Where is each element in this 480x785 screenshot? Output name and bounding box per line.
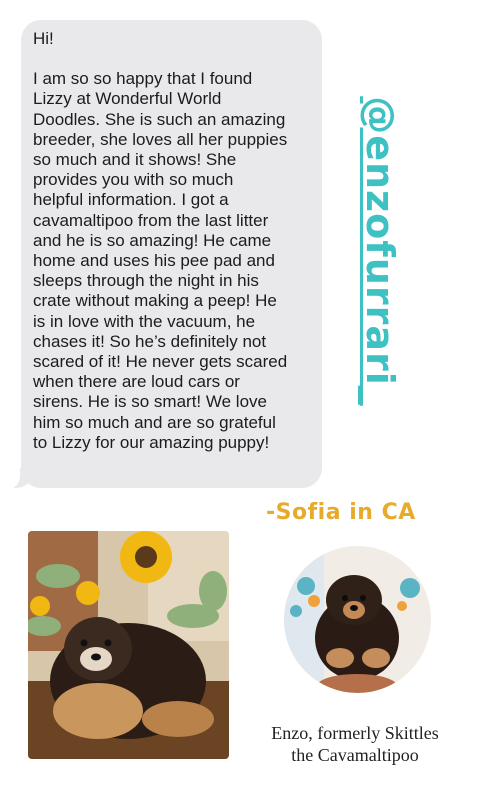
photo-caption-line-1: Enzo, formerly Skittles — [271, 723, 439, 743]
testimonial-signature: -Sofia in CA — [266, 500, 416, 525]
instagram-handle: @enzofurrari_ — [358, 96, 402, 406]
photo-caption-line-2: the Cavamaltipoo — [291, 745, 419, 765]
message-greeting: Hi! — [33, 29, 54, 48]
photo-caption — [244, 722, 466, 766]
message-bubble — [21, 20, 322, 488]
puppy-sunflower-photo — [28, 531, 229, 759]
puppy-held-circle-photo — [284, 546, 431, 693]
message-body: I am so so happy that I found Lizzy at Wonderful World Doodles. She is such an amazing breeder, she loves all her puppies so much and it shows! She provides you with so much helpful information. I got a cavamaltipoo from the last litter and he is so amazing! He came home and uses his pee pad and sleeps through the night in his crate without making a peep! He is in love with the vacuum, he chases it! So he’s definitely not scared of it! He never gets scared when there are loud cars or sirens. He is so smart! We love him so much and are so grateful to Lizzy for our amazing puppy! — [33, 69, 288, 452]
instagram-handle-container — [350, 96, 410, 406]
